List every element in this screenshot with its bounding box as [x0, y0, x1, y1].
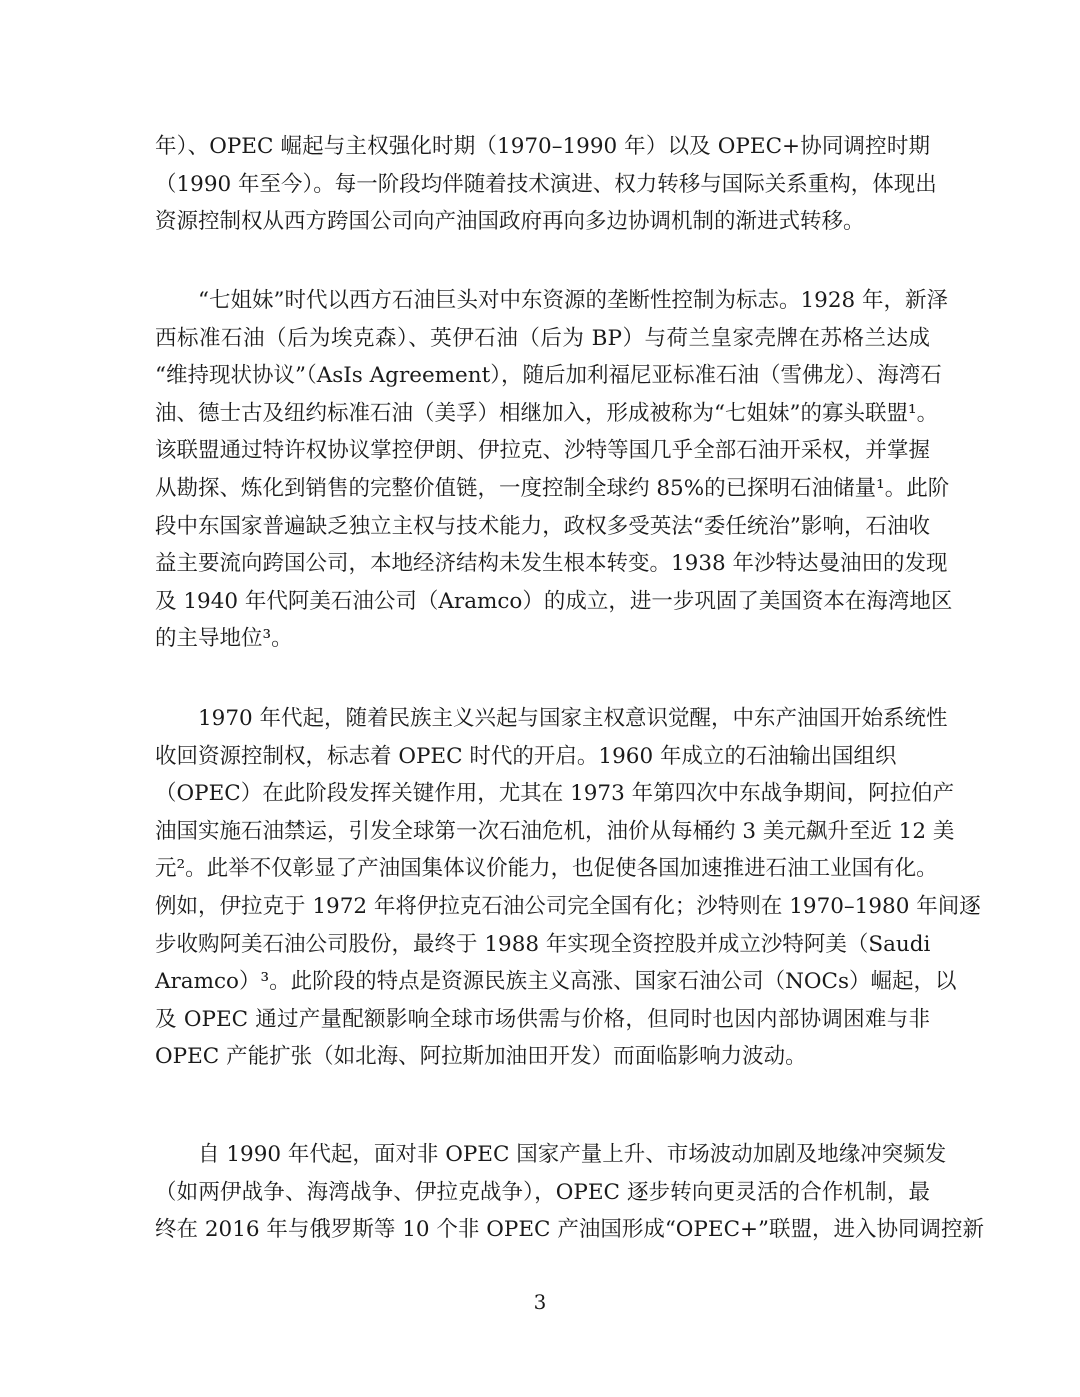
text-line: 的主导地位³。	[155, 626, 293, 652]
text-line: 油国实施石油禁运，引发全球第一次石油危机，油价从每桶约 3 美元飙升至近 12 美	[155, 818, 955, 844]
text-line: 油、德士古及纽约标准石油（美孚）相继加入，形成被称为“七姐妹”的寡头联盟¹。	[155, 400, 939, 426]
text-line: 段中东国家普遍缺乏独立主权与技术能力，政权多受英法“委任统治”影响，石油收	[155, 513, 930, 539]
paragraph-1	[155, 128, 937, 241]
text-line: OPEC 产能扩张（如北海、阿拉斯加油田开发）而面临影响力波动。	[155, 1044, 807, 1070]
text-line: 步收购阿美石油公司股份，最终于 1988 年实现全资控股并成立沙特阿美（Saudi	[155, 931, 931, 957]
text-line: 1970 年代起，随着民族主义兴起与国家主权意识觉醒，中东产油国开始系统性	[198, 706, 948, 731]
text-line: （如两伊战争、海湾战争、伊拉克战争），OPEC 逐步转向更灵活的合作机制，最	[155, 1179, 930, 1205]
text-line: 西标准石油（后为埃克森）、英伊石油（后为 BP）与荷兰皇家壳牌在苏格兰达成	[155, 325, 930, 351]
text-line: 例如，伊拉克于 1972 年将伊拉克石油公司完全国有化；沙特则在 1970–1980 年间逐	[155, 893, 981, 919]
text-line: 益主要流向跨国公司，本地经济结构未发生根本转变。1938 年沙特达曼油田的发现	[155, 551, 948, 577]
text-line: 年）、OPEC 崛起与主权强化时期（1970–1990 年）以及 OPEC+协同调控时期	[155, 134, 930, 159]
text-line: 自 1990 年代起，面对非 OPEC 国家产量上升、市场波动加剧及地缘冲突频发	[198, 1142, 947, 1167]
text-line: （OPEC）在此阶段发挥关键作用，尤其在 1973 年第四次中东战争期间，阿拉伯产	[155, 781, 955, 807]
text-line: 资源控制权从西方跨国公司向产油国政府再向多边协调机制的渐进式转移。	[155, 209, 865, 235]
text-line: 终在 2016 年与俄罗斯等 10 个非 OPEC 产油国形成“OPEC+”联盟，进入协同调控新	[155, 1217, 985, 1243]
paragraph-3	[155, 700, 981, 1076]
text-line: 收回资源控制权，标志着 OPEC 时代的开启。1960 年成立的石油输出国组织	[155, 743, 897, 769]
text-line: Aramco）³。此阶段的特点是资源民族主义高涨、国家石油公司（NOCs）崛起，以	[155, 969, 957, 995]
paragraph-4	[155, 1136, 985, 1249]
text-line: “维持现状协议”（AsIs Agreement），随后加利福尼亚标准石油（雪佛龙）、海湾石	[155, 363, 942, 389]
text-line: 从勘探、炼化到销售的完整价值链，一度控制全球约 85%的已探明石油储量¹。此阶	[155, 475, 950, 501]
text-line: 元²。此举不仅彰显了产油国集体议价能力，也促使各国加速推进石油工业国有化。	[155, 856, 938, 882]
text-line: 及 OPEC 通过产量配额影响全球市场供需与价格，但同时也因内部协调困难与非	[155, 1006, 930, 1032]
page-number: 3	[533, 1290, 547, 1314]
text-line: 该联盟通过特许权协议掌控伊朗、伊拉克、沙特等国几乎全部石油开采权，并掌握	[155, 438, 930, 464]
paragraph-2	[155, 282, 953, 658]
text-line: 及 1940 年代阿美石油公司（Aramco）的成立，进一步巩固了美国资本在海湾地区	[155, 588, 953, 614]
text-line: （1990 年至今）。每一阶段均伴随着技术演进、权力转移与国际关系重构，体现出	[155, 171, 937, 197]
text-line: “七姐妹”时代以西方石油巨头对中东资源的垄断性控制为标志。1928 年，新泽	[198, 288, 949, 313]
